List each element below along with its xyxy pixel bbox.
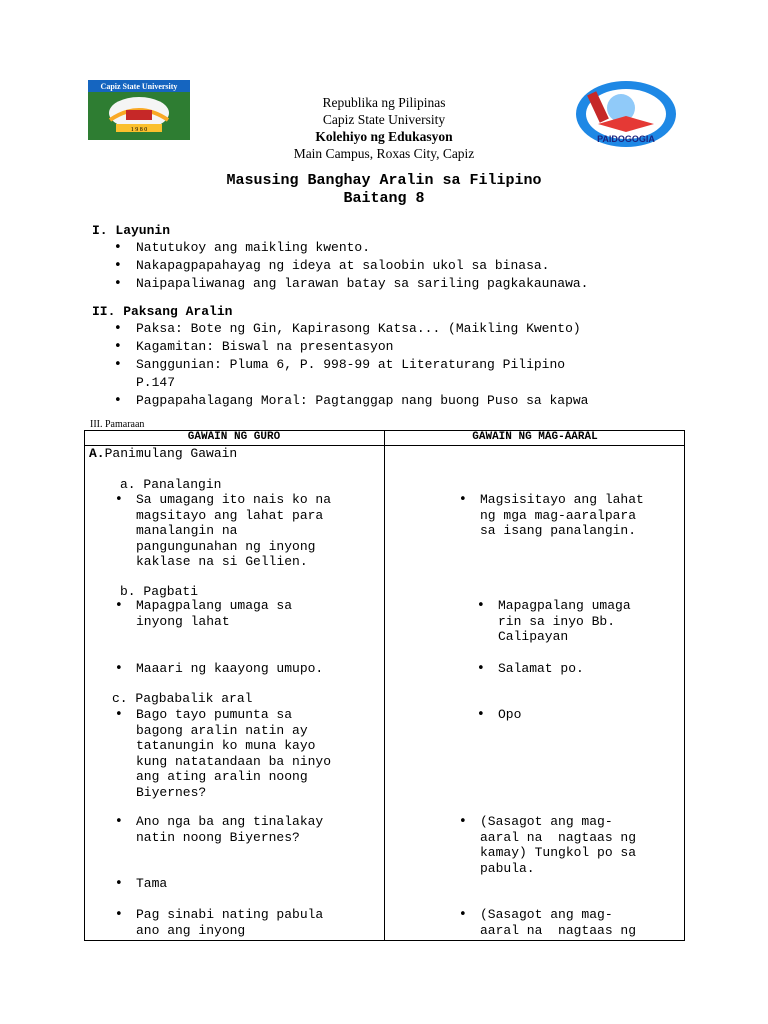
guro-pagbati-text: Mapagpalang umaga sa inyong lahat [136, 598, 293, 629]
header-campus: Main Campus, Roxas City, Capiz [293, 146, 475, 161]
layunin-list [112, 239, 588, 293]
sub-heading-pagbabalik-aral: c. Pagbabalik aral [112, 691, 253, 706]
paksang-aralin-list [112, 320, 588, 410]
section-a-title [89, 446, 237, 462]
title-line-1: Masusing Banghay Aralin sa Filipino [226, 172, 542, 189]
bullet-icon: • [115, 814, 123, 829]
guro-umupo-text: Maaari ng kaayong umupo. [136, 661, 324, 676]
logo-right-text: PAIDOGOGIA [597, 134, 655, 144]
header-college: Kolehiyo ng Edukasyon [315, 129, 453, 144]
aaral-panalangin-text: Magsisitayo ang lahat ng mga mag-aaralpara sa isang panalangin. [480, 492, 644, 538]
header-republic: Republika ng Pilipinas [322, 95, 446, 110]
pamaraan-heading: III. Pamaraan [90, 419, 145, 430]
section-a-letter: A. [89, 446, 105, 461]
bullet-icon: • [477, 661, 485, 676]
list-item: • Paksa: Bote ng Gin, Kapirasong Katsa... (Maikling Kwento) [112, 320, 588, 338]
paksang-aralin-heading: II. Paksang Aralin [92, 304, 233, 319]
guro-tinalakay-text: Ano nga ba ang tinalakay natin noong Biyernes? [136, 814, 324, 845]
bullet-icon: • [459, 907, 467, 922]
guro-pabula-tanong-text: Pag sinabi nating pabula ano ang inyong [136, 907, 324, 938]
bullet-icon: • [459, 814, 467, 829]
list-item: • Kagamitan: Biswal na presentasyon [112, 338, 588, 356]
bullet-icon: • [115, 492, 123, 507]
aaral-pagbati-text: Mapagpalang umaga rin sa inyo Bb. Calipayan [498, 598, 631, 644]
bullet-icon: • [459, 492, 467, 507]
aaral-sagot-pabula-text: (Sasagot ang mag- aaral na nagtaas ng kamay) Tungkol po sa pabula. [480, 814, 637, 876]
aaral-opo-text: Opo [498, 707, 522, 722]
list-item: • Sanggunian: Pluma 6, P. 998-99 at Literaturang Pilipino P.147 [112, 356, 588, 392]
column-header-guro: GAWAIN NG GURO [187, 431, 281, 443]
title-line-2: Baitang 8 [343, 190, 425, 207]
table-column-divider [384, 430, 385, 941]
bullet-icon: • [477, 707, 485, 722]
bullet-icon: • [115, 661, 123, 676]
aaral-sagot-2-text: (Sasagot ang mag- aaral na nagtaas ng [480, 907, 637, 938]
guro-tama-text: Tama [136, 876, 168, 891]
header-university: Capiz State University [322, 112, 446, 127]
guro-pagbabalik-text: Bago tayo pumunta sa bagong aralin natin ay tatanungin ko muna kayo kung natatandaan ba ninyo ang ating aralin noong Biyernes? [136, 707, 332, 800]
bullet-icon: • [115, 598, 123, 613]
logo-left-title: Capiz State University [100, 82, 178, 91]
bullet-icon: • [477, 598, 485, 613]
list-item: • Nakapagpapahayag ng ideya at saloobin ukol sa binasa. [112, 257, 588, 275]
list-item: • Pagpapahalagang Moral: Pagtanggap nang buong Puso sa kapwa [112, 392, 588, 410]
bullet-icon: • [115, 707, 123, 722]
lesson-plan-title [0, 172, 768, 208]
college-of-education-logo [573, 80, 679, 148]
logo-left-year: 1 9 8 0 [130, 127, 148, 133]
guro-panalangin-text: Sa umagang ito nais ko na magsitayo ang lahat para manalangin na pangungunahan ng inyong kaklase na si Gellien. [136, 492, 332, 569]
aaral-salamat-text: Salamat po. [498, 661, 584, 676]
list-item: • Natutukoy ang maikling kwento. [112, 239, 588, 257]
bullet-icon: • [115, 876, 123, 891]
sub-heading-pagbati: b. Pagbati [120, 584, 199, 599]
section-a-label: Panimulang Gawain [104, 446, 238, 461]
sub-heading-panalangin: a. Panalangin [120, 477, 222, 492]
column-header-magaaral: GAWAIN NG MAG-AARAL [472, 431, 598, 443]
bullet-icon: • [115, 907, 123, 922]
layunin-heading: I. Layunin [92, 223, 171, 238]
list-item: • Naipapaliwanag ang larawan batay sa sariling pagkakaunawa. [112, 275, 588, 293]
